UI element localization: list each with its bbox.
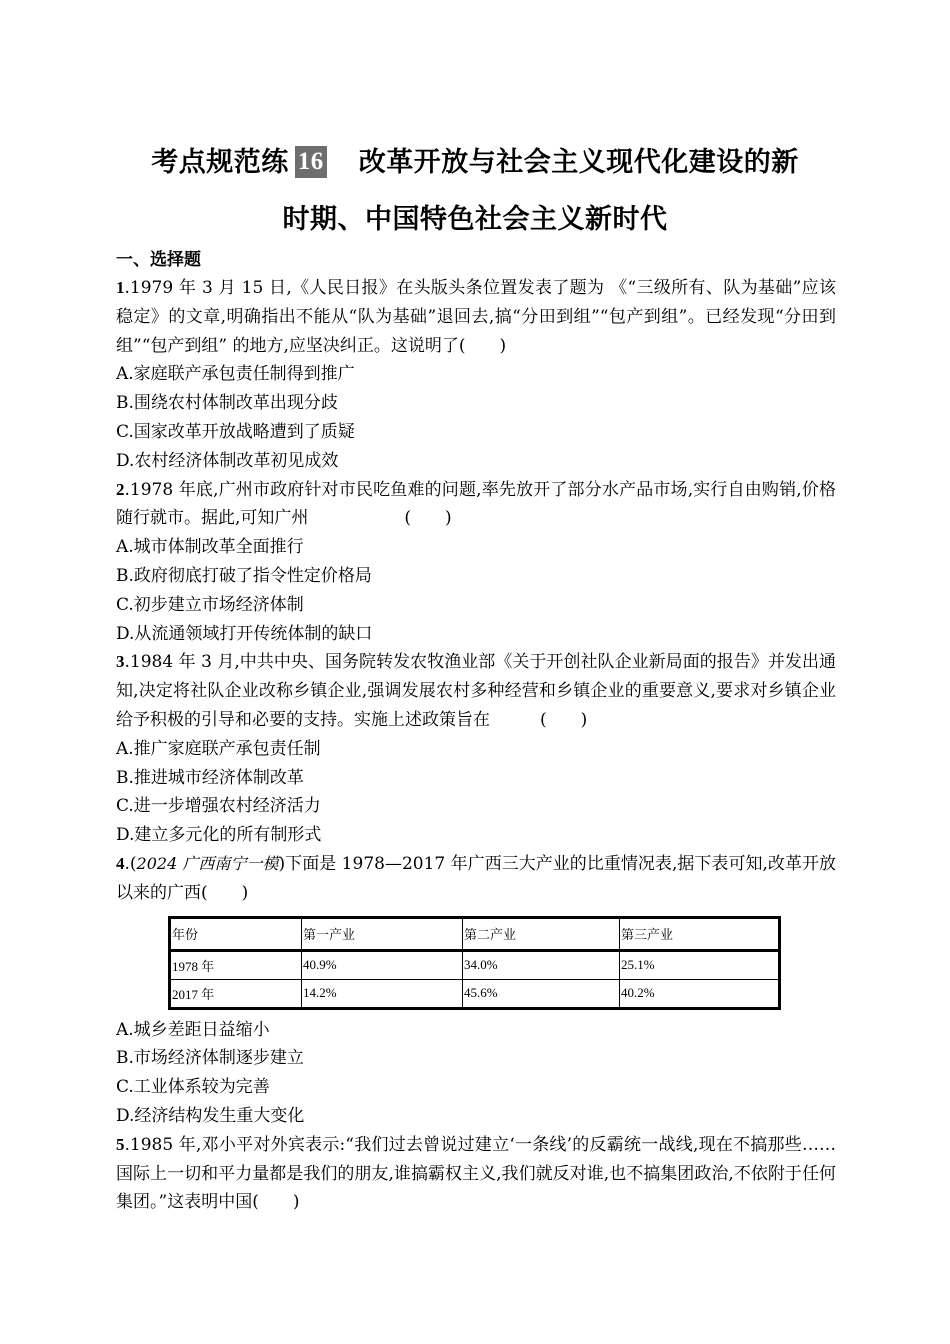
table-cell: 25.1% xyxy=(620,950,780,979)
page-title-line1 xyxy=(0,140,950,179)
exercise-number-badge: 16 xyxy=(295,146,327,178)
question-number: 1 xyxy=(116,278,125,297)
question-text: )下面是 1978—2017 年广西三大产业的比重情况表,据下表可知,改革开放以来的广西( ) xyxy=(116,853,836,903)
question-text: .1978 年底,广州市政府针对市民吃鱼难的问题,率先放开了部分水产品市场,实行自由购销,价格随行就市。据此,可知广州 xyxy=(116,479,836,529)
option-d[interactable]: D.经济结构发生重大变化 xyxy=(116,1105,305,1126)
option-c[interactable]: C.进一步增强农村经济活力 xyxy=(116,796,321,817)
industry-share-table xyxy=(168,916,781,1010)
question-3 xyxy=(116,648,836,734)
table-cell: 2017 年 xyxy=(170,979,302,1008)
section-heading: 一、选择题 xyxy=(116,250,201,270)
table-cell: 14.2% xyxy=(302,979,463,1008)
question-1 xyxy=(116,274,836,360)
option-a[interactable]: A.城市体制改革全面推行 xyxy=(116,537,304,558)
question-prefix: .( xyxy=(124,853,137,874)
table-header-row xyxy=(170,917,780,950)
question-number: 2 xyxy=(116,479,125,499)
table-row xyxy=(170,950,780,979)
table-header-cell: 第一产业 xyxy=(302,917,463,950)
table-cell: 40.2% xyxy=(620,979,780,1008)
question-text: .1984 年 3 月,中共中央、国务院转发农牧渔业部《关于开创社队企业新局面的报告》并发出通知,决定将社队企业改称乡镇企业,强调发展农村多种经营和乡镇企业的重要意义,要求对乡镇企业给予积极的引导和必要的支持。实施上述政策旨在 xyxy=(116,652,836,730)
option-d[interactable]: D.农村经济体制改革初见成效 xyxy=(116,450,339,471)
option-c[interactable]: C.工业体系较为完善 xyxy=(116,1077,270,1098)
question-text: .1979 年 3 月 15 日,《人民日报》在头版头条位置发表了题为 《“三级所有、队为基础”应该稳定》的文章,明确指出不能从“队为基础”退回去,搞“分田到组”“包产到组”。已经发现“分田到组”“包产到组” 的地方,应坚决纠正。这说明了( ) xyxy=(116,278,836,356)
question-text: .1985 年,邓小平对外宾表示:“我们过去曾说过建立‘一条线’的反霸统一战线,现在不搞那些……国际上一切和平力量都是我们的朋友,谁搞霸权主义,我们就反对谁,也不搞集团政治,不依附于任何集团。”这表明中国( ) xyxy=(116,1134,836,1213)
table-cell: 45.6% xyxy=(463,979,620,1008)
question-number: 3 xyxy=(116,652,125,672)
table-cell: 40.9% xyxy=(302,950,463,979)
question-source: 2024 广西南宁一模 xyxy=(136,853,279,873)
table-row xyxy=(170,979,780,1008)
option-c[interactable]: C.初步建立市场经济体制 xyxy=(116,594,304,615)
question-5 xyxy=(116,1131,836,1217)
question-4 xyxy=(116,850,836,908)
page-title-line2: 时期、中国特色社会主义新时代 xyxy=(282,204,668,235)
option-d[interactable]: D.从流通领域打开传统体制的缺口 xyxy=(116,623,373,644)
title-prefix: 考点规范练 xyxy=(151,147,289,178)
table-header-cell: 年份 xyxy=(170,917,302,950)
option-b[interactable]: B.推进城市经济体制改革 xyxy=(116,767,304,788)
question-number: 5 xyxy=(116,1134,125,1154)
table-header-cell: 第三产业 xyxy=(620,917,780,950)
option-b[interactable]: B.政府彻底打破了指令性定价格局 xyxy=(116,565,372,586)
title-main: 改革开放与社会主义现代化建设的新 xyxy=(358,147,799,178)
option-b[interactable]: B.围绕农村体制改革出现分歧 xyxy=(116,393,338,414)
answer-blank: ( ) xyxy=(540,709,588,730)
option-a[interactable]: A.城乡差距日益缩小 xyxy=(116,1019,270,1040)
answer-blank: ( ) xyxy=(404,508,452,529)
option-a[interactable]: A.家庭联产承包责任制得到推广 xyxy=(116,364,355,385)
question-list xyxy=(116,246,836,1217)
question-2 xyxy=(116,476,836,534)
question-number: 4 xyxy=(116,853,125,873)
option-d[interactable]: D.建立多元化的所有制形式 xyxy=(116,825,322,846)
table-header-cell: 第二产业 xyxy=(463,917,620,950)
table-cell: 1978 年 xyxy=(170,950,302,979)
option-b[interactable]: B.市场经济体制逐步建立 xyxy=(116,1048,304,1069)
option-a[interactable]: A.推广家庭联产承包责任制 xyxy=(116,738,321,759)
option-c[interactable]: C.国家改革开放战略遭到了质疑 xyxy=(116,421,355,442)
table-cell: 34.0% xyxy=(463,950,620,979)
